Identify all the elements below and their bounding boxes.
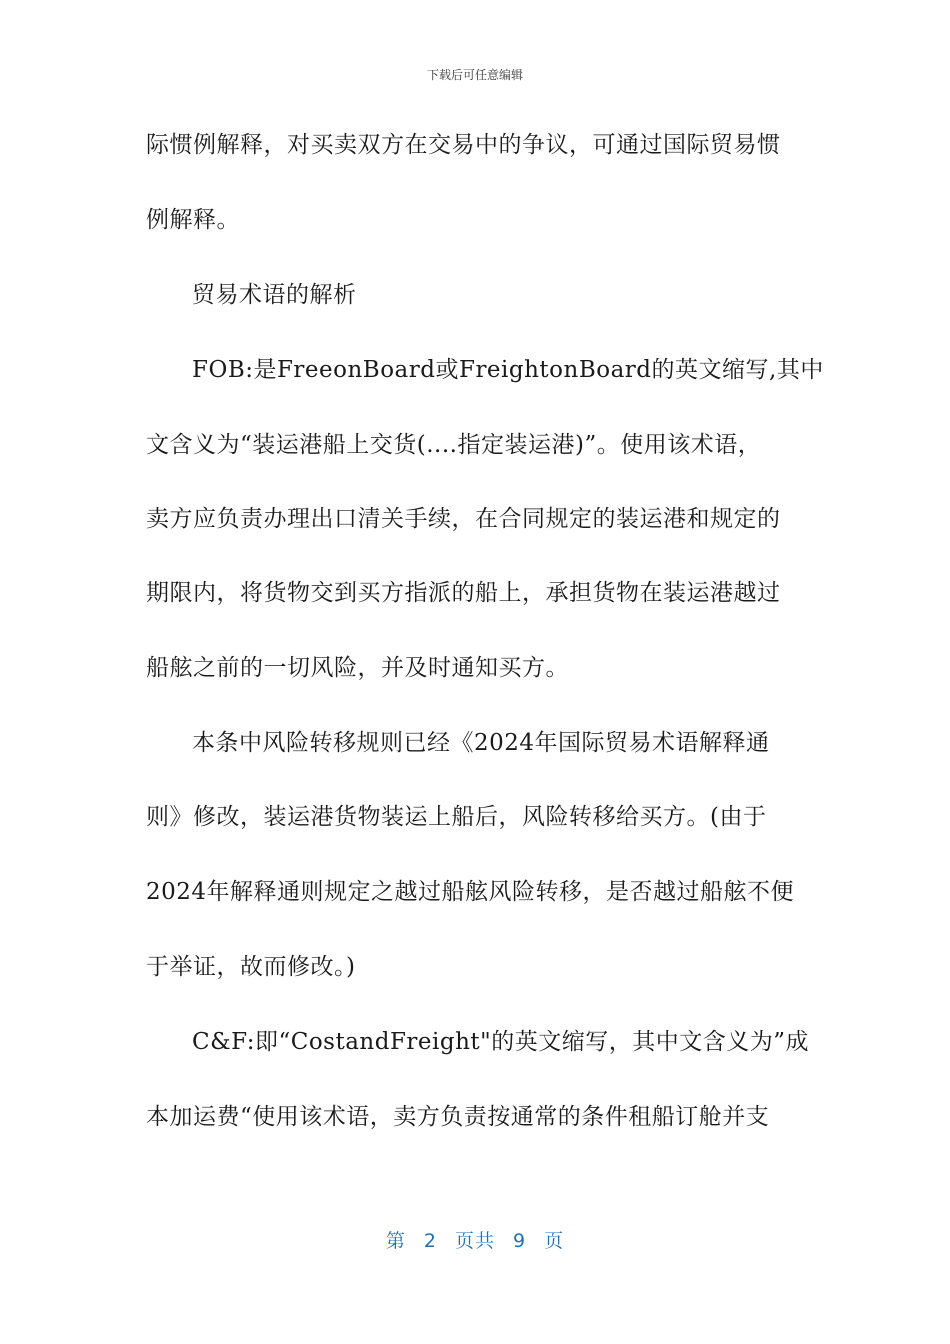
current-page-number: 2 xyxy=(423,1230,437,1252)
paragraph-line: 例解释。 xyxy=(146,207,240,233)
paragraph-line: 则》修改，装运港货物装运上船后，风险转移给买方。(由于 xyxy=(146,804,767,830)
paragraph-line: 于举证，故而修改。) xyxy=(146,954,356,980)
paragraph-line: 船舷之前的一切风险，并及时通知买方。 xyxy=(146,655,569,681)
paragraph-line: 文含义为“装运港船上交货(....指定装运港)”。使用该术语， xyxy=(146,432,762,458)
footer-suffix: 页 xyxy=(544,1230,565,1252)
paragraph-line: 际惯例解释，对买卖双方在交易中的争议，可通过国际贸易惯 xyxy=(146,132,781,158)
paragraph-line: 2024年解释通则规定之越过船舷风险转移，是否越过船舷不便 xyxy=(146,879,795,905)
paragraph-line: 本条中风险转移规则已经《2024年国际贸易术语解释通 xyxy=(192,730,770,756)
paragraph-line: 卖方应负责办理出口清关手续，在合同规定的装运港和规定的 xyxy=(146,506,781,532)
page-header: 下载后可任意编辑 xyxy=(426,68,523,82)
footer-middle: 页共 xyxy=(454,1230,495,1252)
paragraph-line: 本加运费“使用该术语，卖方负责按通常的条件租船订舱并支 xyxy=(146,1104,770,1130)
page-footer xyxy=(0,1226,950,1253)
total-page-number: 9 xyxy=(513,1230,527,1252)
paragraph-line: 期限内，将货物交到买方指派的船上，承担货物在装运港越过 xyxy=(146,580,781,606)
section-heading: 贸易术语的解析 xyxy=(192,282,357,308)
paragraph-line: FOB:是FreeonBoard或FreightonBoard的英文缩写,其中 xyxy=(192,357,824,383)
paragraph-line: C&F:即“CostandFreight"的英文缩写，其中文含义为”成 xyxy=(192,1029,809,1055)
footer-prefix: 第 xyxy=(385,1230,406,1252)
